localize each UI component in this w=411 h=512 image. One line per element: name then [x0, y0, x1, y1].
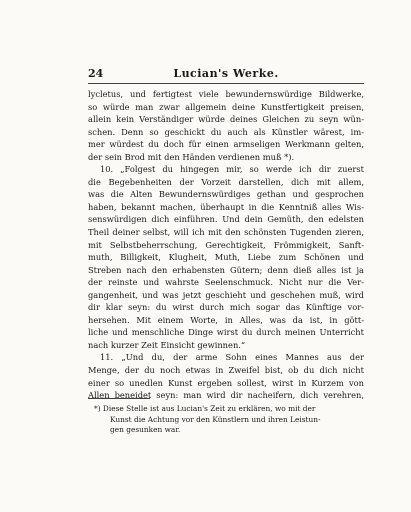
- footnote-line: *) Diese Stelle ist aus Lucian's Zeit zu erklären, wo mit der: [94, 404, 316, 413]
- footnote-line: gen gesunken war.: [110, 425, 181, 434]
- body-line: senswürdigen dich einführen. Und dein Gemüth, den edelsten: [88, 214, 364, 225]
- running-title: Lucian's Werke.: [173, 67, 279, 80]
- body-line: allein kein Verständiger würde deines Gleichen zu seyn wün-: [88, 114, 364, 125]
- body-line: mer würdest du doch für einen armseligen Werkmann gelten,: [88, 139, 364, 150]
- body-line: die Begebenheiten der Vorzeit darstellen, dich mit allem,: [88, 176, 364, 187]
- body-line: was die Alten Bewundernswürdiges gethan und gesprochen: [88, 189, 364, 200]
- body-line: dir klar seyn: du wirst durch mich sogar das Künftige vor-: [88, 302, 364, 313]
- paragraph-start-line: 11. „Und du, der arme Sohn eines Mannes aus der: [100, 352, 364, 363]
- paragraph-start-line: 10. „Folgest du hingegen mir, so werde ich dir zuerst: [100, 164, 364, 175]
- body-line: liche und menschliche Dinge wirst du durch meinen Unterricht: [88, 327, 364, 338]
- body-line: Menge, der du noch etwas in Zweifel bist, ob du dich nicht: [88, 365, 364, 376]
- body-line: schen. Denn so geschickt du auch als Künstler wärest, im-: [88, 126, 364, 137]
- body-line: hersehen. Mit einem Worte, in Alles, was da ist, in gött-: [88, 314, 364, 325]
- header-rule: [88, 83, 364, 84]
- page-header: [88, 66, 364, 82]
- body-line: Streben nach den erhabensten Gütern; denn dieß alles ist ja: [88, 264, 364, 275]
- page-number: 24: [88, 67, 104, 80]
- body-text: [88, 88, 364, 402]
- footnote-line: Kunst die Achtung vor den Künstlern und ihren Leistun-: [110, 414, 321, 424]
- body-line: nach kurzer Zeit Einsicht gewinnen.“: [88, 339, 246, 350]
- body-line: Theil deiner selbst, will ich mit den schönsten Tugenden zieren,: [88, 227, 364, 238]
- body-line: gangenheit, und was jetzt geschieht und geschehen muß, wird: [88, 289, 364, 300]
- body-line: lycletus, und fertigtest viele bewundernswürdige Bildwerke,: [88, 89, 364, 99]
- body-line: der sein Brod mit den Händen verdienen muß *).: [88, 151, 295, 162]
- body-line: so würde man zwar allgemein deine Kunstfertigkeit preisen,: [88, 101, 364, 112]
- body-line: der reinste und wahrste Seelenschmuck. Nicht nur die Ver-: [88, 277, 364, 288]
- body-line: muth, Billigkeit, Klugheit, Muth, Liebe zum Schönen und: [88, 252, 364, 263]
- body-line: einer so unedlen Kunst ergeben sollest, wirst in Kurzem von: [88, 377, 364, 388]
- body-line: Allen beneidet seyn: man wird dir nacheifern, dich verehren,: [88, 390, 364, 401]
- body-line: mit Selbstbeherrschung, Gerechtigkeit, Frömmigkeit, Sanft-: [88, 239, 364, 250]
- body-line: haben, bekannt machen, überhaupt in die Kenntniß alles Wis-: [88, 201, 364, 212]
- footnote-rule: [88, 398, 150, 399]
- footnote: [94, 404, 366, 436]
